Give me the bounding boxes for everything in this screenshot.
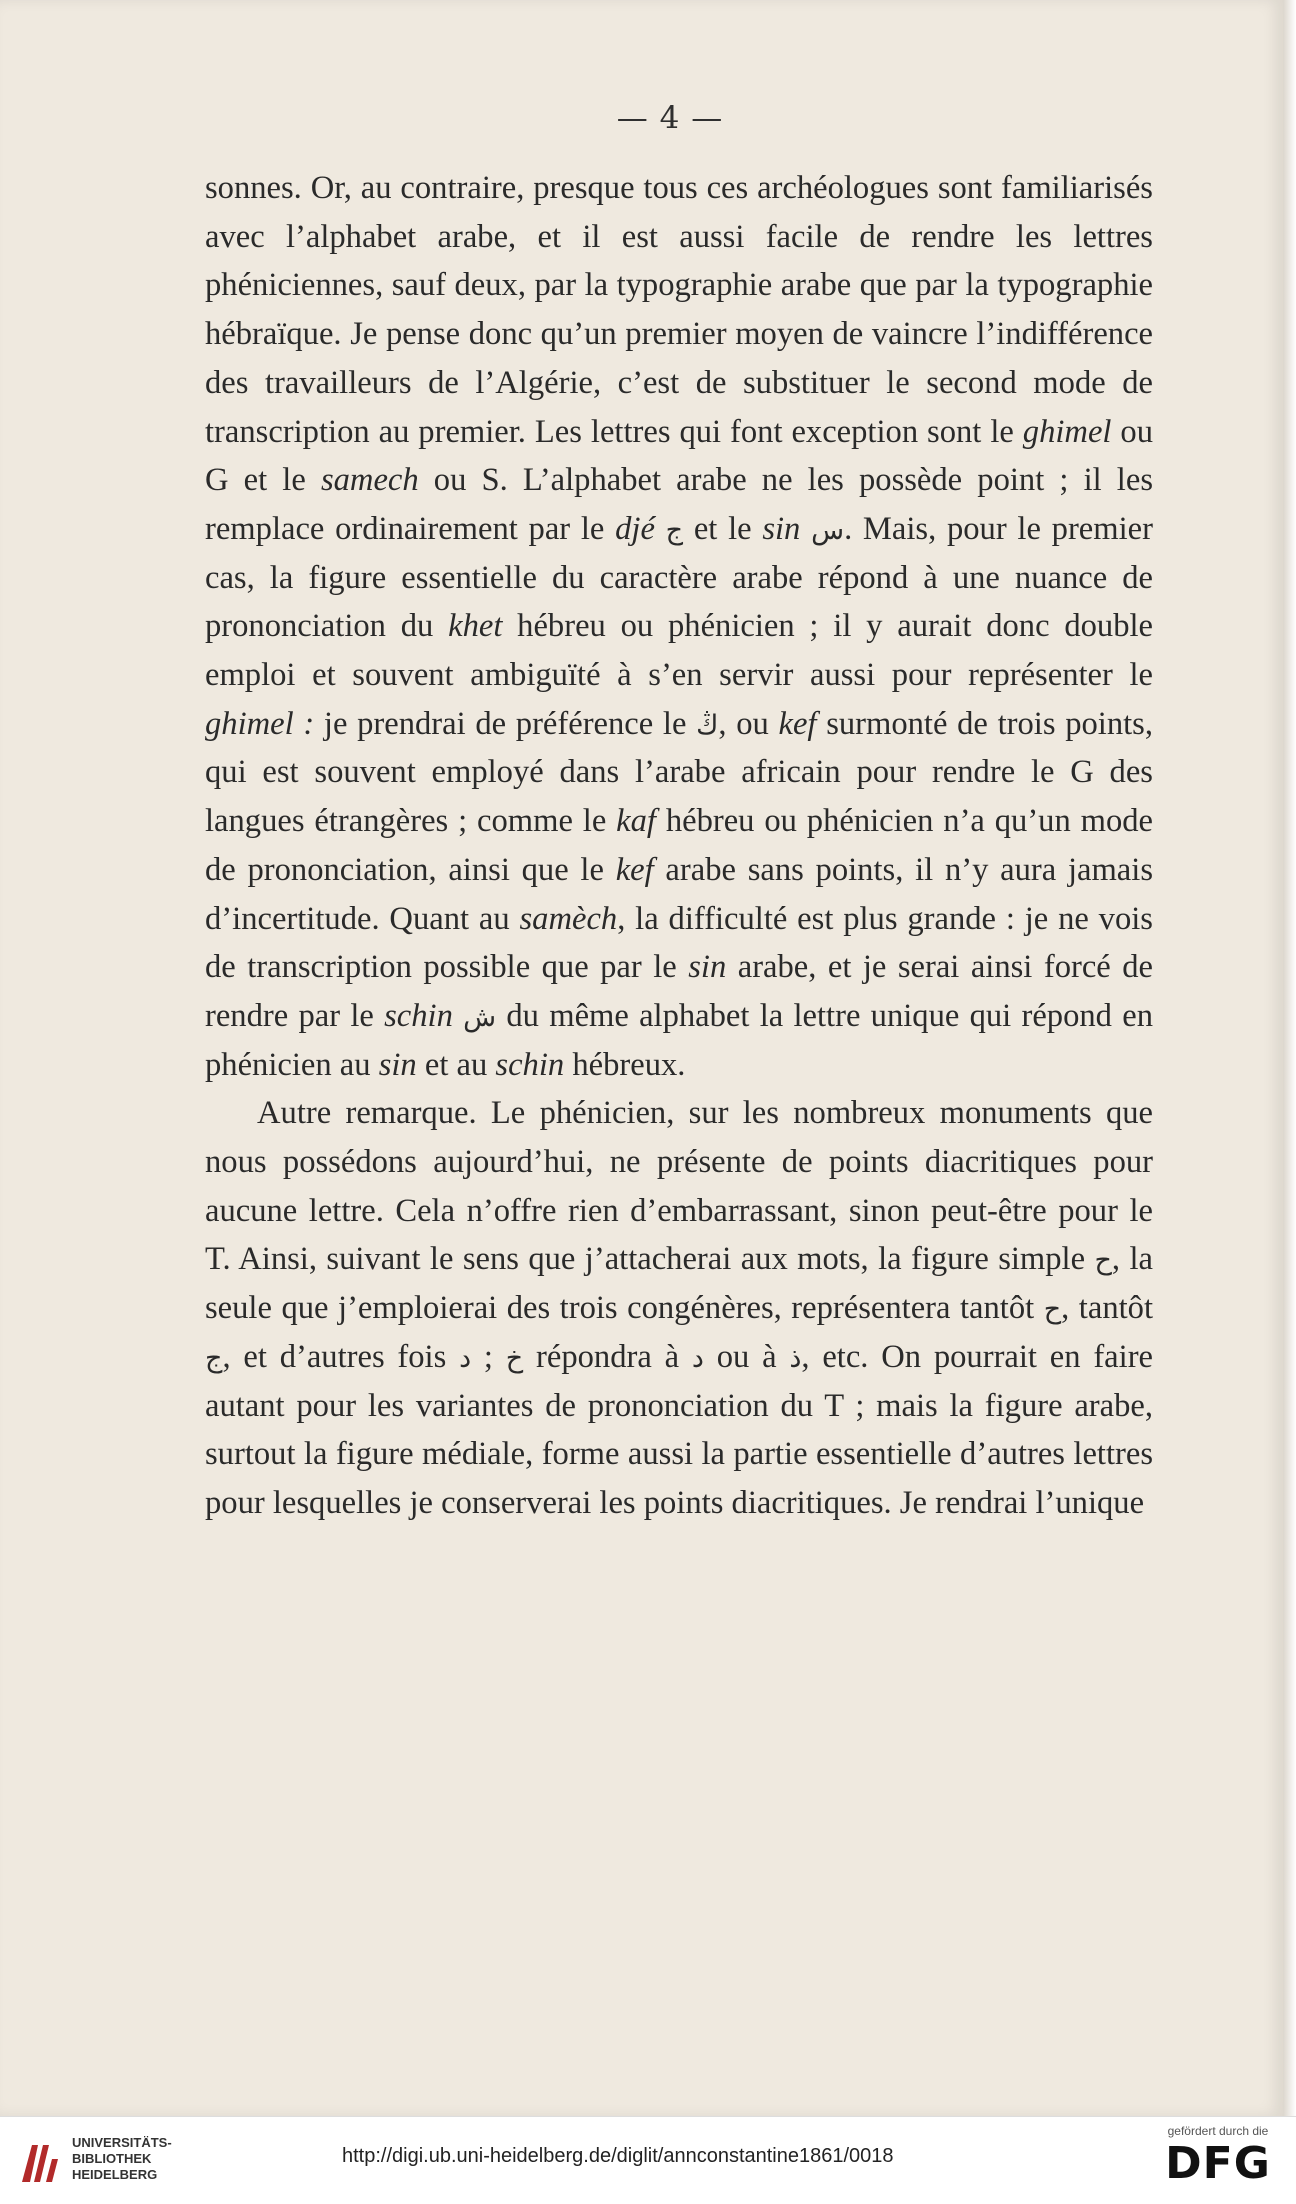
- italic-term: khet: [448, 608, 503, 645]
- text-run: , tantôt: [1061, 1290, 1153, 1327]
- permalink[interactable]: http://digi.ub.uni-heidelberg.de/diglit/annconstantine1861/0018: [342, 2145, 894, 2167]
- library-name-line: UNIVERSITÄTS-: [72, 2135, 172, 2150]
- italic-term: kef: [778, 705, 817, 742]
- italic-term: samech: [320, 462, 419, 499]
- arabic-letter: ذ: [789, 1342, 802, 1374]
- arabic-letter: ڭ: [696, 709, 719, 741]
- text-run: [655, 511, 666, 547]
- university-logo-icon: [12, 2137, 62, 2187]
- arabic-letter: د: [459, 1342, 472, 1374]
- library-name: [72, 2135, 172, 2183]
- italic-term: kef: [615, 851, 654, 888]
- italic-term: schin: [495, 1046, 565, 1083]
- text-run: [453, 998, 463, 1034]
- text-run: répondra à: [523, 1338, 692, 1375]
- library-name-line: BIBLIOTHEK: [72, 2151, 152, 2166]
- text-run: et le: [683, 510, 763, 547]
- arabic-letter: خ: [505, 1342, 524, 1374]
- paragraph: [205, 164, 1153, 1089]
- arabic-letter: ح: [1043, 1294, 1062, 1326]
- text-run: , ou: [718, 705, 779, 742]
- text-run: Autre remarque. Le phénicien, sur les nombreux monuments que nous possédons aujourd’hui, ne présente de points diacritiques pour aucune lettre. Cela n’offre rien d’embarrassant, sinon peut-être pour le T. Ainsi, suivant le sens que j’attacherai aux mots, la figure simple: [205, 1095, 1153, 1278]
- arabic-letter: ش: [463, 1001, 497, 1033]
- page-edge: [1283, 0, 1296, 2116]
- text-run: du même alphabet la lettre unique qui répond en phénicien au: [205, 997, 1153, 1083]
- text-run: hébreu ou phénicien n’a qu’un mode de prononciation, ainsi que le: [205, 803, 1153, 888]
- italic-term: ghimel :: [205, 705, 315, 742]
- text-run: ou S. L’alphabet arabe ne les possède point ; il les remplace ordinairement par le: [205, 462, 1153, 547]
- arabic-letter: د: [691, 1342, 704, 1374]
- arabic-letter: ج: [205, 1342, 223, 1374]
- text-run: arabe sans points, il n’y aura jamais d’incertitude. Quant au: [205, 851, 1153, 937]
- text-run: ou G et le: [205, 413, 1153, 499]
- italic-term: ghimel: [1022, 413, 1112, 450]
- italic-term: samèch: [519, 900, 618, 937]
- arabic-letter: ج: [665, 514, 684, 546]
- text-run: ;: [471, 1338, 506, 1375]
- viewer-footer: [0, 2116, 1296, 2204]
- text-run: , la seule que j’emploierai des trois congénères, représentera tantôt: [205, 1241, 1153, 1327]
- text-run: je prendrai de préférence le: [314, 705, 697, 742]
- italic-term: djé: [615, 510, 655, 547]
- italic-term: sin: [378, 1046, 417, 1083]
- text-run: , la difficulté est plus grande : je ne vois de transcription possible que par le: [205, 900, 1153, 986]
- italic-term: sin: [762, 510, 801, 547]
- funding-label: gefördert durch die: [1167, 2124, 1269, 2138]
- text-run: ou à: [703, 1338, 790, 1375]
- text-run: arabe, et je serai ainsi forcé de rendre par le: [205, 949, 1153, 1034]
- library-name-line: HEIDELBERG: [72, 2167, 158, 2182]
- italic-term: kaf: [616, 803, 656, 840]
- text-run: . Mais, pour le premier cas, la figure essentielle du caractère arabe répond à une nuance de prononciation du: [205, 510, 1153, 645]
- text-run: et au: [416, 1046, 496, 1083]
- text-run: , etc. On pourrait en faire autant pour les variantes de prononciation du T ; mais la figure arabe, surtout la figure médiale, forme aussi la partie essentielle d’autres lettres pour lesquelles je conserverai les points diacritiques. Je rendrai l’unique: [205, 1338, 1153, 1521]
- text-run: hébreux.: [564, 1046, 686, 1083]
- arabic-letter: س: [811, 514, 845, 546]
- arabic-letter: ح: [1094, 1245, 1112, 1277]
- body-text: [205, 164, 1153, 1528]
- text-run: surmonté de trois points, qui est souvent employé dans l’arabe africain pour rendre le G des langues étrangères ; comme le: [205, 705, 1153, 840]
- italic-term: schin: [384, 997, 453, 1034]
- text-run: sonnes. Or, au contraire, presque tous ces archéologues sont familiarisés avec l’alphabet arabe, et il est aussi facile de rendre les lettres phéniciennes, sauf deux, par la typographie arabe que par la typographie hébraïque. Je pense donc qu’un premier moyen de vaincre l’indifférence des travailleurs de l’Algérie, c’est de substituer le second mode de transcription au premier. Les lettres qui font exception sont le: [205, 170, 1153, 450]
- dfg-logo: DFG: [1165, 2138, 1271, 2189]
- text-run: [800, 511, 811, 547]
- paragraph: [205, 1089, 1153, 1527]
- text-run: , et d’autres fois: [222, 1338, 460, 1375]
- text-run: hébreu ou phénicien ; il y aurait donc double emploi et souvent ambiguïté à s’en servir aussi pour représenter le: [205, 608, 1153, 694]
- funding-credit: [1153, 2124, 1283, 2189]
- page-number: — 4 —: [616, 100, 724, 136]
- italic-term: sin: [688, 949, 727, 986]
